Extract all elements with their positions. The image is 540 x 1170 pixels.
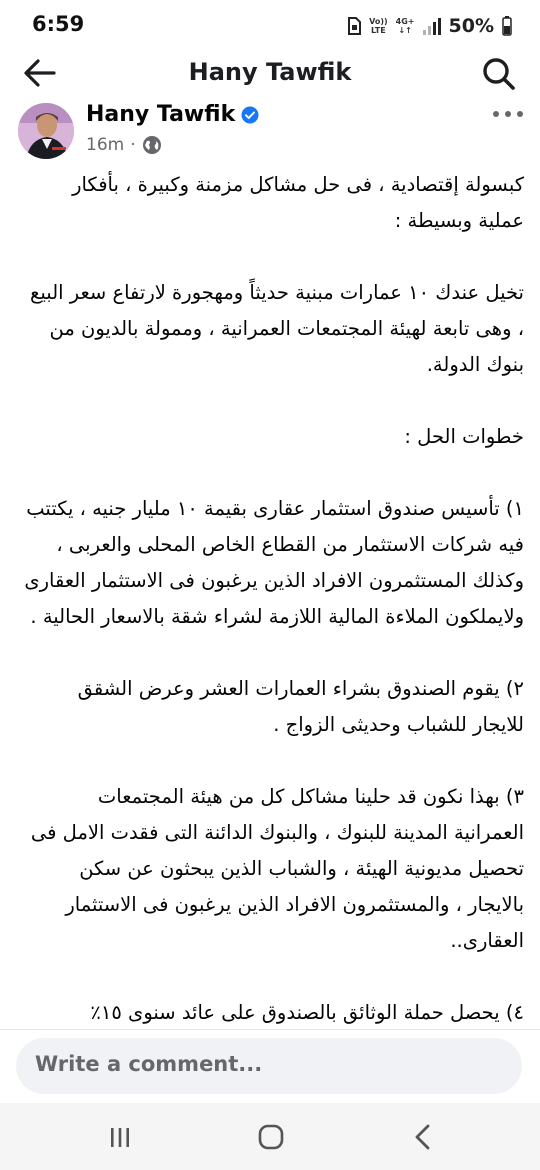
home-button[interactable]	[251, 1121, 291, 1153]
avatar[interactable]	[18, 103, 74, 159]
post-time[interactable]: 16m	[86, 135, 125, 155]
search-button[interactable]	[480, 55, 518, 93]
nav-back-button[interactable]	[402, 1121, 442, 1153]
post-paragraph: خطوات الحل :	[404, 425, 524, 448]
post-paragraph: تخيل عندك ١٠ عمارات مبنية حديثاً ومهجورة لارتفاع سعر البيع ، وهى تابعة لهيئة المجتمعات العمرانية ، وممولة بالديون من بنوك الدولة.	[30, 281, 524, 376]
post-paragraph: ١) تأسيس صندوق استثمار عقارى بقيمة ١٠ مليار جنيه ، يكتتب فيه شركات الاستثمار من القطاع الخاص المحلى والعربى ، وكذلك المستثمرون الافراد الذين يرغبون فى الاستثمار العقارى ولايملكون الملاءة المالية اللازمة لشراء شقة بالاسعار الحالية .	[24, 497, 524, 628]
battery-percent: 50%	[448, 15, 494, 37]
profile-photo	[18, 103, 74, 159]
back-chevron-icon	[402, 1121, 442, 1153]
comment-placeholder: Write a comment...	[35, 1052, 263, 1076]
status-bar	[0, 0, 540, 52]
meta-separator: ·	[130, 135, 136, 155]
system-nav-bar	[0, 1103, 540, 1170]
data-indicator	[396, 17, 415, 35]
home-icon	[251, 1121, 291, 1153]
post-paragraph: ٣) بهذا نكون قد حلينا مشاكل كل من هيئة المجتمعات العمرانية المدينة للبنوك ، والبنوك الدائنة التى فقدت الامل فى تحصيل مديونية الهيئة ، والشباب الذين يبحثون عن سكن بالايجار ، والمستثمرون الافراد الذين يرغبون فى الاستثمار العقارى..	[30, 785, 524, 952]
battery-icon	[502, 16, 512, 36]
post-paragraph: ٢) يقوم الصندوق بشراء العمارات العشر وعرض الشقق للايجار للشباب وحديثى الزواج .	[77, 677, 524, 736]
status-time: 6:59	[32, 12, 85, 36]
lte-label: LTE	[371, 26, 386, 35]
post-meta	[86, 135, 162, 155]
search-icon	[480, 55, 518, 93]
signal-icon	[423, 17, 441, 35]
net-type-label: 4G+	[395, 17, 415, 26]
globe-icon	[142, 135, 162, 155]
status-icons	[347, 12, 512, 40]
volte-label: Vo))	[369, 17, 388, 26]
post-text	[24, 167, 524, 1029]
page-title: Hany Tawfik	[188, 58, 352, 86]
sim-icon	[347, 17, 361, 35]
recents-icon	[100, 1121, 140, 1153]
more-dots-icon	[490, 104, 526, 124]
comment-input[interactable]	[16, 1038, 522, 1094]
page-header	[0, 52, 540, 94]
author-name[interactable]	[86, 102, 259, 127]
post-paragraph: كبسولة إقتصادية ، فى حل مشاكل مزمنة وكبيرة ، بأفكار عملية وبسيطة :	[72, 173, 524, 232]
network-indicator	[369, 17, 388, 35]
author-name-text: Hany Tawfik	[86, 102, 236, 127]
more-options-button[interactable]	[490, 104, 526, 124]
divider	[0, 1029, 540, 1030]
verified-badge-icon	[241, 106, 259, 124]
recents-button[interactable]	[100, 1121, 140, 1153]
data-arrows-icon: ↓↑	[398, 26, 412, 35]
post-paragraph: ٤) يحصل حملة الوثائق بالصندوق على عائد سنوى ١٥٪	[90, 1001, 524, 1024]
